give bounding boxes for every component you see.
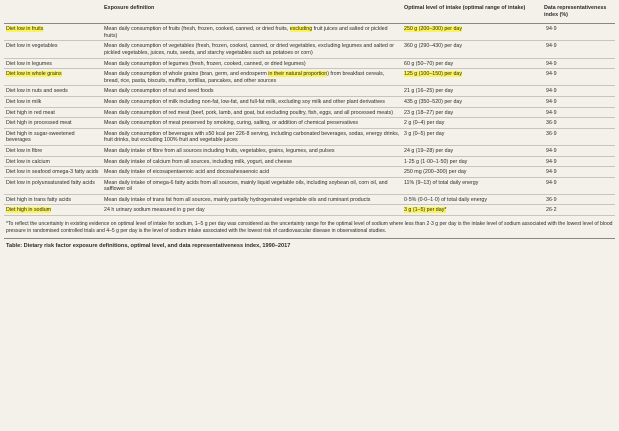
definition-text: Mean daily consumption of meat preserved by smoking, curing, salting, or addition of chemical preservatives <box>104 120 359 127</box>
optimal-level-value: 2 g (0–4) per day <box>404 120 445 127</box>
dri-value: 36·9 <box>546 130 557 137</box>
data-representativeness-cell <box>542 24 615 41</box>
data-representativeness-cell <box>542 41 615 58</box>
definition-text: 24 h urinary sodium measured in g per day <box>104 207 205 214</box>
data-representativeness-cell <box>542 86 615 97</box>
optimal-level-cell <box>402 107 542 118</box>
data-representativeness-cell <box>542 156 615 167</box>
optimal-level-cell <box>402 194 542 205</box>
exposure-definition-cell <box>102 167 402 178</box>
data-representativeness-cell <box>542 128 615 145</box>
dri-value: 94·9 <box>546 43 557 50</box>
exposure-definition-cell <box>102 205 402 216</box>
exposure-definition-cell <box>102 107 402 118</box>
definition-text: fruit juices and salted or pickled fruits) <box>104 26 388 39</box>
optimal-level-value: 21 g (16–25) per day <box>404 88 454 95</box>
optimal-level-cell <box>402 205 542 216</box>
optimal-level-cell <box>402 96 542 107</box>
risk-factor-label: Diet high in sugar-sweetened beverages <box>6 130 75 144</box>
table-row <box>4 128 615 145</box>
risk-factor-cell <box>4 156 102 167</box>
definition-text: Mean daily consumption of vegetables (fresh, frozen, cooked, canned, or dried vegetables, excluding legumes and salted or pickled vegetables, juices, nuts, seeds, and starchy vegetables such as potatoes or corn) <box>104 43 395 56</box>
data-representativeness-cell <box>542 205 615 216</box>
data-representativeness-cell <box>542 167 615 178</box>
dri-value: 36·9 <box>546 196 557 203</box>
definition-text: Mean daily consumption of legumes (fresh, frozen, cooked, canned, or dried legumes) <box>104 60 306 67</box>
risk-factor-label: Diet low in legumes <box>6 60 52 67</box>
table-caption: Table: Dietary risk factor exposure definitions, optimal level, and data representativeness index, 1990–2017 <box>6 243 291 250</box>
definition-text: Mean daily intake of calcium from all sources, including milk, yogurt, and cheese <box>104 158 293 165</box>
risk-factor-cell <box>4 128 102 145</box>
optimal-level-value: 11% (9–13) of total daily energy <box>404 179 479 186</box>
exposure-definition-cell <box>102 69 402 86</box>
optimal-level-cell <box>402 145 542 156</box>
table-row <box>4 86 615 97</box>
table-row <box>4 96 615 107</box>
dri-value: 94·9 <box>546 179 557 186</box>
table-row <box>4 205 615 216</box>
definition-text: Mean daily intake of omega-6 fatty acids from all sources, mainly liquid vegetable oils, including soybean oil, corn oil, and safflower oil <box>104 179 388 193</box>
dri-value: 94·9 <box>546 71 557 78</box>
definition-text: Mean daily consumption of red meat (beef, pork, lamb, and goat, but excluding poultry, fish, eggs, and all processed meats) <box>104 109 394 116</box>
risk-factor-label: Diet low in fruits <box>6 26 44 33</box>
optimal-level-cell <box>402 118 542 129</box>
risk-factor-cell <box>4 107 102 118</box>
risk-factor-cell <box>4 194 102 205</box>
table-header-row <box>4 0 615 24</box>
table-row <box>4 118 615 129</box>
risk-factor-cell <box>4 41 102 58</box>
optimal-level-value: 60 g (50–70) per day <box>404 60 454 67</box>
data-representativeness-cell <box>542 69 615 86</box>
optimal-level-cell <box>402 156 542 167</box>
risk-factor-label: Diet low in seafood omega-3 fatty acids <box>6 169 99 176</box>
header-optimal-level: Optimal level of intake (optimal range of intake) <box>402 0 542 24</box>
exposure-definition-cell <box>102 177 402 194</box>
table-row <box>4 167 615 178</box>
risk-factor-label: Diet low in calcium <box>6 158 50 165</box>
data-representativeness-cell <box>542 177 615 194</box>
data-representativeness-cell <box>542 118 615 129</box>
risk-factor-label: Diet low in vegetables <box>6 43 58 50</box>
optimal-level-value: 125 g (100–150) per day <box>404 71 463 78</box>
dri-value: 94·9 <box>546 169 557 176</box>
table-row <box>4 194 615 205</box>
risk-factor-label: Diet low in fibre <box>6 147 43 154</box>
definition-text: Mean daily intake of trans fat from all sources, mainly partially hydrogenated vegetable oils and ruminant products <box>104 196 371 203</box>
optimal-level-value: 3 g (1–5) per day* <box>404 207 447 214</box>
optimal-level-cell <box>402 128 542 145</box>
exposure-definition-cell <box>102 156 402 167</box>
exposure-definition-cell <box>102 96 402 107</box>
dri-value: 94·9 <box>546 109 557 116</box>
optimal-level-value: 360 g (290–430) per day <box>404 43 463 50</box>
data-representativeness-cell <box>542 145 615 156</box>
header-risk-factor <box>4 0 102 24</box>
definition-text: Mean daily intake of eicosapentaenoic acid and docosahexaenoic acid <box>104 169 270 176</box>
data-representativeness-cell <box>542 194 615 205</box>
optimal-level-value: 24 g (19–28) per day <box>404 147 454 154</box>
optimal-level-cell <box>402 167 542 178</box>
optimal-level-cell <box>402 86 542 97</box>
risk-factor-label: Diet low in polyunsaturated fatty acids <box>6 179 95 186</box>
dietary-risk-table <box>4 0 615 216</box>
risk-factor-label: Diet low in milk <box>6 98 42 105</box>
risk-factor-label: Diet high in trans fatty acids <box>6 196 72 203</box>
dri-value: 36·9 <box>546 120 557 127</box>
risk-factor-cell <box>4 177 102 194</box>
dri-value: 94·9 <box>546 26 557 33</box>
table-row <box>4 69 615 86</box>
optimal-level-cell <box>402 41 542 58</box>
optimal-level-cell <box>402 177 542 194</box>
risk-factor-cell <box>4 118 102 129</box>
dri-value: 94·9 <box>546 158 557 165</box>
definition-highlight: excluding <box>289 26 313 33</box>
risk-factor-label: Diet high in processed meat <box>6 120 72 127</box>
risk-factor-label: Diet high in sodium <box>6 207 52 214</box>
exposure-definition-cell <box>102 145 402 156</box>
definition-highlight: in their natural proportion <box>268 71 328 78</box>
optimal-level-cell <box>402 58 542 69</box>
table-row <box>4 145 615 156</box>
table-row <box>4 177 615 194</box>
risk-factor-label: Diet high in red meat <box>6 109 55 116</box>
data-representativeness-cell <box>542 58 615 69</box>
data-representativeness-cell <box>542 107 615 118</box>
optimal-level-cell <box>402 69 542 86</box>
optimal-level-value: 23 g (18–27) per day <box>404 109 454 116</box>
definition-text: Mean daily intake of fibre from all sources including fruits, vegetables, grains, legumes, and pulses <box>104 147 335 154</box>
risk-factor-cell <box>4 69 102 86</box>
definition-text: Mean daily consumption of fruits (fresh, frozen, cooked, canned, or dried fruits, <box>104 26 290 33</box>
dri-value: 94·9 <box>546 88 557 95</box>
optimal-level-value: 250 g (200–300) per day <box>404 26 463 33</box>
data-representativeness-cell <box>542 96 615 107</box>
risk-factor-label: Diet low in nuts and seeds <box>6 88 68 95</box>
risk-factor-cell <box>4 145 102 156</box>
exposure-definition-cell <box>102 194 402 205</box>
exposure-definition-cell <box>102 41 402 58</box>
header-data-representativeness: Data representativeness index (%) <box>542 0 615 24</box>
definition-text: Mean daily consumption of nut and seed foods <box>104 88 214 95</box>
sodium-footnote: *To reflect the uncertainty in existing evidence on optimal level of intake for sodium, 1–5 g per day was considered as the uncertainty range for the optimal level of sodium where less than 2·3 g per day is the intake level of sodium associated with the lowest level of blood pressure in randomised controlled trials and 4–5 g per day is the level of sodium intake associated with the lowest risk of cardiovascular disease in observational studies. <box>4 216 615 239</box>
optimal-level-cell <box>402 24 542 41</box>
header-exposure-definition: Exposure definition <box>102 0 402 24</box>
table-body <box>4 24 615 216</box>
risk-factor-cell <box>4 58 102 69</box>
dri-value: 94·9 <box>546 60 557 67</box>
table-row <box>4 41 615 58</box>
optimal-level-value: 250 mg (200–300) per day <box>404 169 467 176</box>
dri-value: 94·9 <box>546 147 557 154</box>
optimal-level-value: 1·25 g (1·00–1·50) per day <box>404 158 468 165</box>
exposure-definition-cell <box>102 86 402 97</box>
risk-factor-cell <box>4 96 102 107</box>
exposure-definition-cell <box>102 58 402 69</box>
optimal-level-value: 0·5% (0·0–1·0) of total daily energy <box>404 196 488 203</box>
table-row <box>4 156 615 167</box>
optimal-level-value: 3 g (0–5) per day <box>404 130 445 137</box>
definition-text: ) from breakfast cereals, bread, rice, pasta, biscuits, muffins, tortillas, pancakes, and other sources <box>104 71 385 84</box>
exposure-definition-cell <box>102 118 402 129</box>
definition-text: Mean daily consumption of beverages with ≥50 kcal per 226·8 serving, including carbonated beverages, sodas, energy drinks, fruit drinks, but excluding 100% fruit and vegetable juices <box>104 130 400 144</box>
exposure-definition-cell <box>102 128 402 145</box>
dri-value: 26·2 <box>546 207 557 214</box>
table-row <box>4 24 615 41</box>
dri-value: 94·9 <box>546 98 557 105</box>
exposure-definition-cell <box>102 24 402 41</box>
risk-factor-cell <box>4 167 102 178</box>
definition-text: Mean daily consumption of whole grains (bran, germ, and endosperm <box>104 71 269 78</box>
risk-factor-label: Diet low in whole grains <box>6 71 62 78</box>
risk-factor-cell <box>4 205 102 216</box>
definition-text: Mean daily consumption of milk including non-fat, low-fat, and full-fat milk, excluding soy milk and other plant derivatives <box>104 98 385 105</box>
table-row <box>4 107 615 118</box>
risk-factor-cell <box>4 86 102 97</box>
optimal-level-value: 435 g (350–520) per day <box>404 98 463 105</box>
risk-factor-cell <box>4 24 102 41</box>
table-row <box>4 58 615 69</box>
